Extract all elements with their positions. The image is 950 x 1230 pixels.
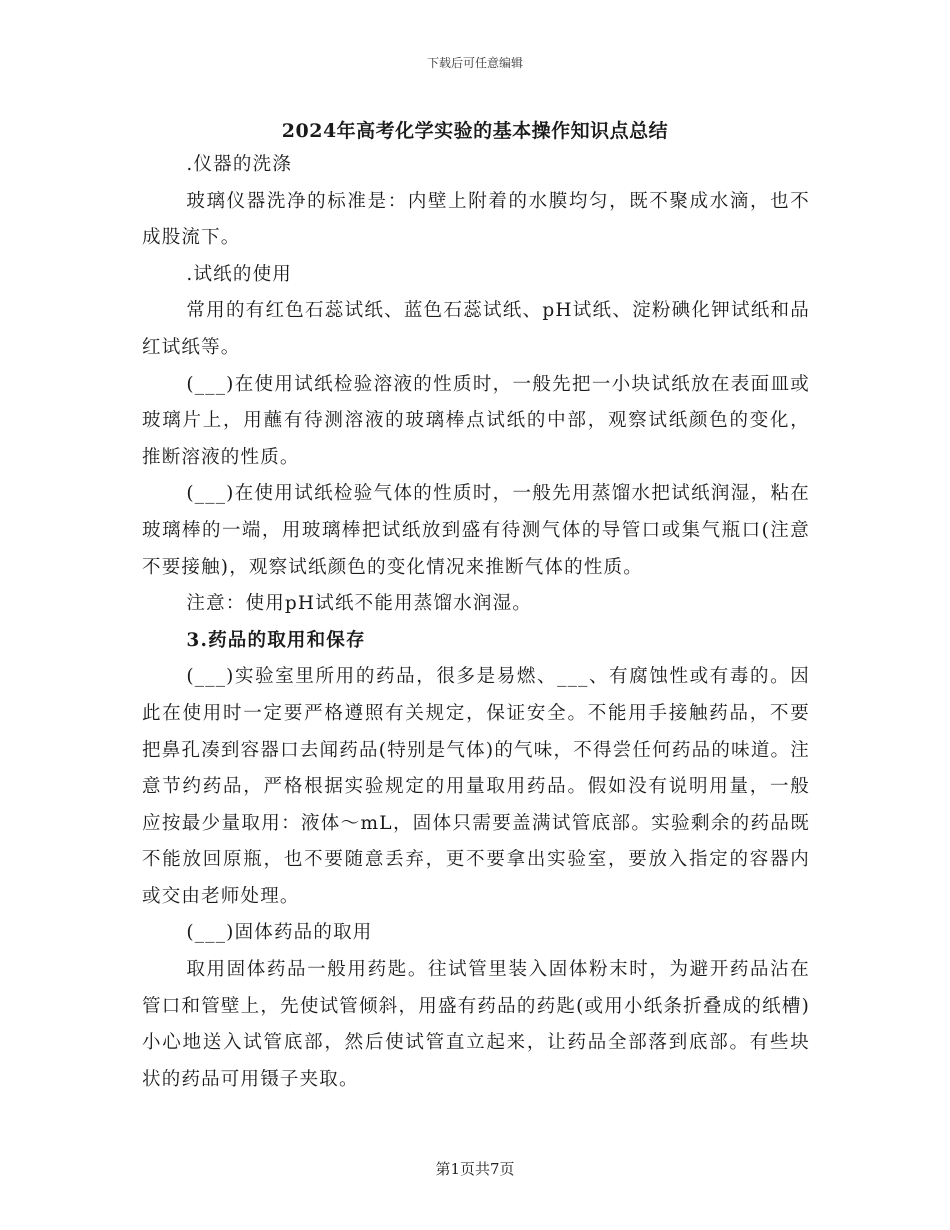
page-footer: 第1页共7页 xyxy=(435,1160,515,1178)
paragraph-washing-standard: 玻璃仪器洗净的标准是：内壁上附着的水膜均匀，既不聚成水滴，也不成股流下。 xyxy=(142,190,810,249)
section-heading-washing: .仪器的洗涤 xyxy=(186,154,292,175)
paragraph-reagent-safety: (___)实验室里所用的药品，很多是易燃、___、有腐蚀性或有毒的。因此在使用时一定要严格遵照有关规定，保证安全。不能用手接触药品，不要把鼻孔凑到容器口去闻药品(特别是气体)的气味，不得尝任何药品的味道。注意节约药品，严格根据实验规定的用量取用药品。假如没有说明用量，一般应按最少量取用：液体～mL，固体只需要盖满试管底部。实验剩余的药品既不能放回原瓶，也不要随意丢弃，更不要拿出实验室，要放入指定的容器内或交由老师处理。 xyxy=(142,666,810,907)
section-heading-test-paper: .试纸的使用 xyxy=(186,263,292,285)
paragraph-solid-handling: 取用固体药品一般用药匙。往试管里装入固体粉末时，为避开药品沾在管口和管壁上，先使试管倾斜，用盛有药品的药匙(或用小纸条折叠成的纸槽)小心地送入试管底部，然后使试管直立起来，让药品全部落到底部。有些块状的药品可用镊子夹取。 xyxy=(142,959,810,1090)
section-heading-reagents: 3.药品的取用和保存 xyxy=(186,629,366,651)
paragraph-test-solution: (___)在使用试纸检验溶液的性质时，一般先把一小块试纸放在表面皿或玻璃片上，用蘸有待测溶液的玻璃棒点试纸的中部，观察试纸颜色的变化，推断溶液的性质。 xyxy=(142,373,810,468)
paragraph-note-ph: 注意：使用pH试纸不能用蒸馏水润湿。 xyxy=(186,593,532,615)
paragraph-test-paper-types: 常用的有红色石蕊试纸、蓝色石蕊试纸、pH试纸、淀粉碘化钾试纸和品红试纸等。 xyxy=(142,300,810,358)
document-title: 2024年高考化学实验的基本操作知识点总结 xyxy=(281,120,669,142)
paragraph-solid-heading: (___)固体药品的取用 xyxy=(186,922,373,944)
paragraph-test-gas: (___)在使用试纸检验气体的性质时，一般先用蒸馏水把试纸润湿，粘在玻璃棒的一端，用玻璃棒把试纸放到盛有待测气体的导管口或集气瓶口(注意不要接触)，观察试纸颜色的变化情况来推断气体的性质。 xyxy=(142,483,810,578)
document-body xyxy=(142,147,810,1098)
header-note: 下载后可任意编辑 xyxy=(426,56,523,70)
